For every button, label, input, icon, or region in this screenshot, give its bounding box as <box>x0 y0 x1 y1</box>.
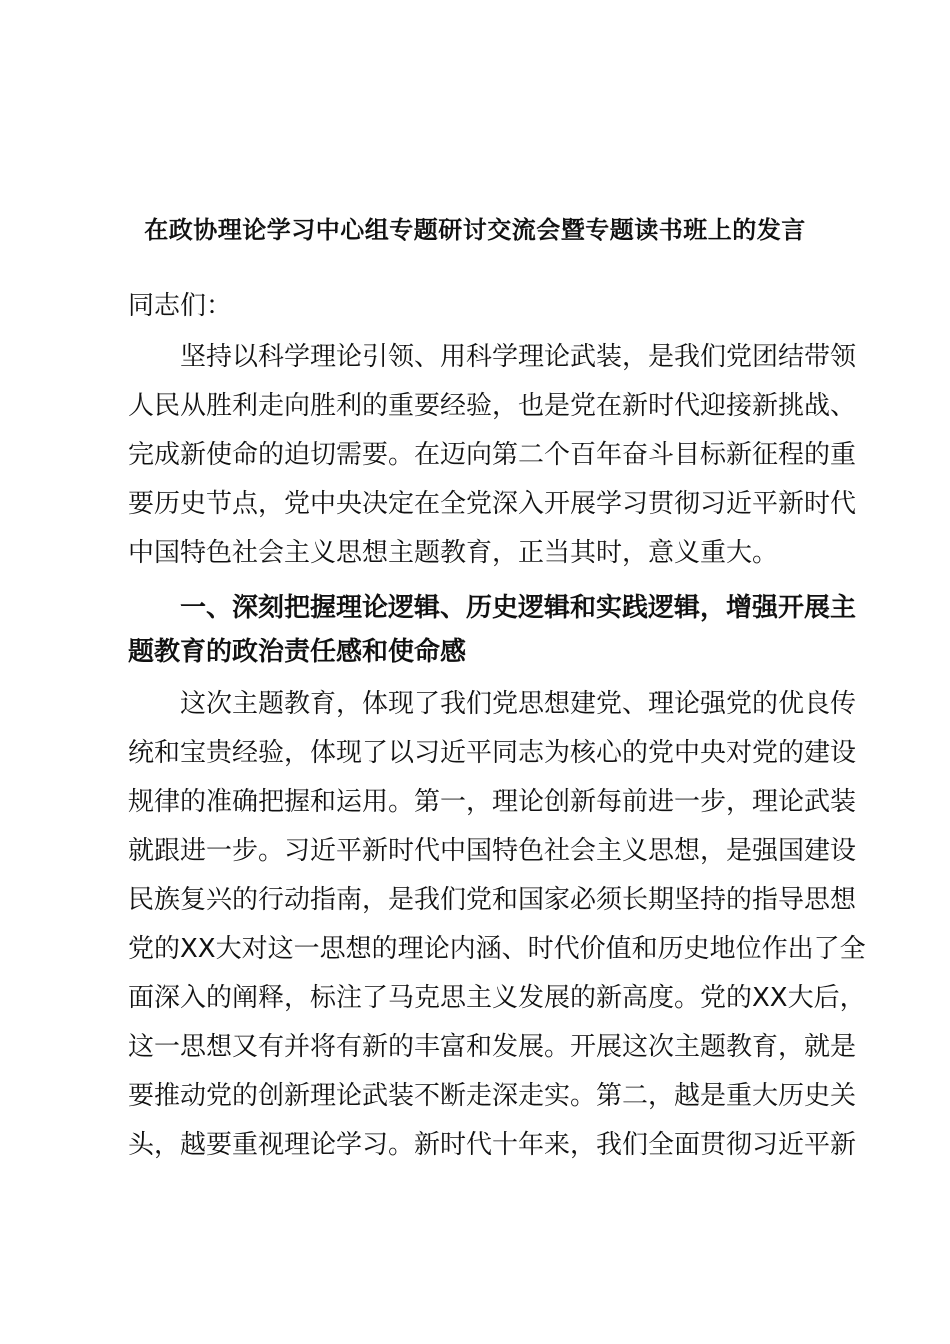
paragraph-intro <box>128 333 868 578</box>
paragraph-line: 要推动党的创新理论武装不断走深走实。第二，越是重大历史关 <box>128 1081 857 1111</box>
paragraph-line: 民族复兴的行动指南，是我们党和国家必须长期坚持的指导思想 <box>128 885 857 915</box>
paragraph-line: 统和宝贵经验，体现了以习近平同志为核心的党中央对党的建设 <box>128 738 857 768</box>
paragraph-line: 头，越要重视理论学习。新时代十年来，我们全面贯彻习近平新 <box>128 1130 857 1160</box>
document-title: 在政协理论学习中心组专题研讨交流会暨专题读书班上的发言 <box>144 216 806 244</box>
section-heading-1 <box>128 586 868 674</box>
salutation: 同志们： <box>128 291 233 321</box>
paragraph-line: 面深入的阐释，标注了马克思主义发展的新高度。党的XX大后， <box>128 983 866 1013</box>
paragraph-section-1 <box>128 680 868 1170</box>
paragraph-line: 党的XX大对这一思想的理论内涵、时代价值和历史地位作出了全 <box>128 934 866 964</box>
paragraph-line: 完成新使命的迫切需要。在迈向第二个百年奋斗目标新征程的重 <box>128 440 857 470</box>
paragraph-line: 就跟进一步。习近平新时代中国特色社会主义思想，是强国建设 <box>128 836 857 866</box>
heading-line: 题教育的政治责任感和使命感 <box>128 637 467 667</box>
paragraph-line: 这次主题教育，体现了我们党思想建党、理论强党的优良传 <box>180 689 857 719</box>
paragraph-line: 中国特色社会主义思想主题教育，正当其时，意义重大。 <box>128 538 779 568</box>
heading-line: 一、深刻把握理论逻辑、历史逻辑和实践逻辑，增强开展主 <box>180 593 857 623</box>
paragraph-line: 这一思想又有并将有新的丰富和发展。开展这次主题教育，就是 <box>128 1032 857 1062</box>
paragraph-line: 坚持以科学理论引领、用科学理论武装，是我们党团结带领 <box>180 342 857 372</box>
paragraph-line: 人民从胜利走向胜利的重要经验，也是党在新时代迎接新挑战、 <box>128 391 857 421</box>
paragraph-line: 要历史节点，党中央决定在全党深入开展学习贯彻习近平新时代 <box>128 489 857 519</box>
paragraph-line: 规律的准确把握和运用。第一，理论创新每前进一步，理论武装 <box>128 787 857 817</box>
